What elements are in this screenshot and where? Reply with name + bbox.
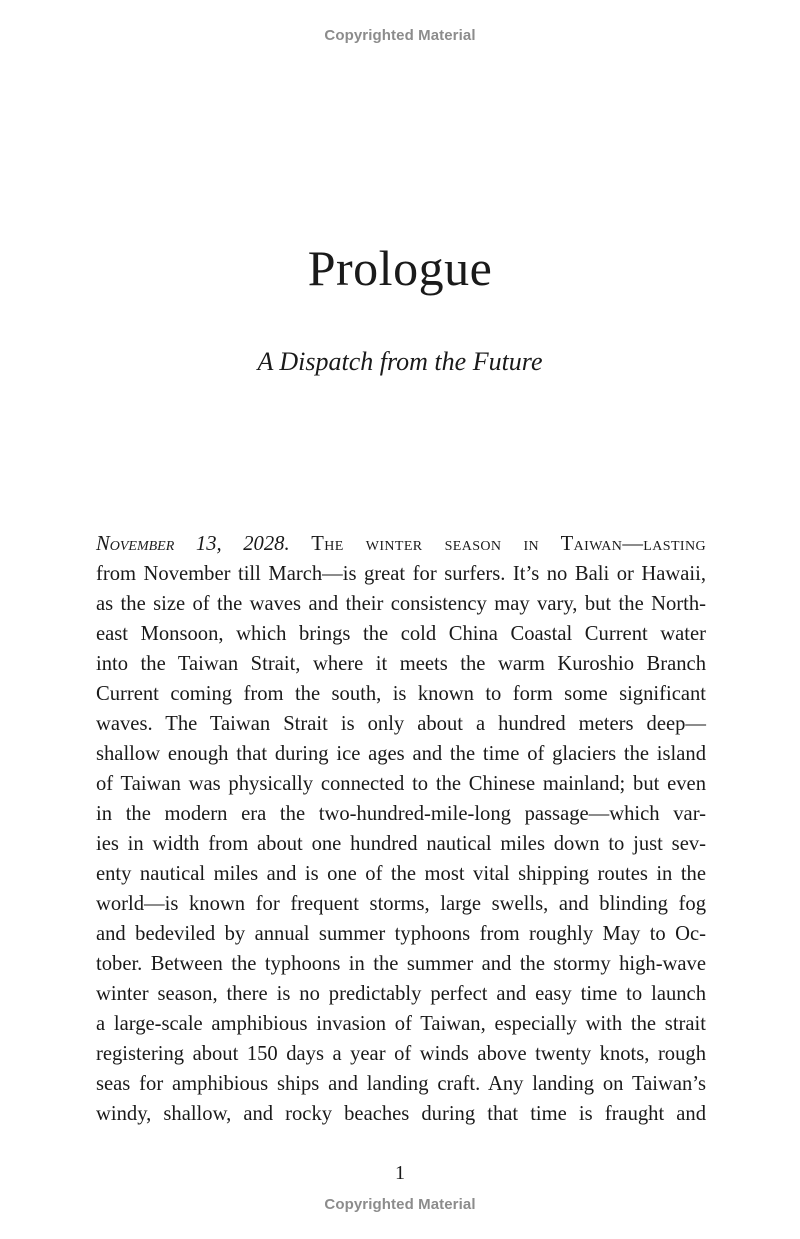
body-line: waves. The Taiwan Strait is only about a hundred meters deep— bbox=[96, 713, 706, 735]
chapter-subtitle: A Dispatch from the Future bbox=[257, 347, 543, 376]
body-line: as the size of the waves and their consistency may vary, but the North- bbox=[96, 593, 706, 615]
body-line: east Monsoon, which brings the cold China Coastal Current water bbox=[96, 623, 706, 645]
copyright-watermark-bottom: Copyrighted Material bbox=[324, 1196, 476, 1213]
body-line: world—is known for frequent storms, large swells, and blinding fog bbox=[96, 893, 706, 915]
body-line: windy, shallow, and rocky beaches during that time is fraught and bbox=[96, 1103, 706, 1125]
body-line: from November till March—is great for surfers. It’s no Bali or Hawaii, bbox=[96, 563, 706, 585]
body-line: ies in width from about one hundred nautical miles down to just sev- bbox=[96, 833, 706, 855]
dateline: November 13, 2028. bbox=[96, 533, 290, 555]
lead-in-small-caps: The winter season in Taiwan—lasting bbox=[311, 533, 706, 555]
body-line: enty nautical miles and is one of the most vital shipping routes in the bbox=[96, 863, 706, 885]
body-line: Current coming from the south, is known to form some significant bbox=[96, 683, 706, 705]
body-line: registering about 150 days a year of winds above twenty knots, rough bbox=[96, 1043, 706, 1065]
body-line: and bedeviled by annual summer typhoons from roughly May to Oc- bbox=[96, 923, 706, 945]
body-line: winter season, there is no predictably perfect and easy time to launch bbox=[96, 983, 706, 1005]
copyright-watermark-top: Copyrighted Material bbox=[324, 27, 476, 44]
body-first-line bbox=[96, 529, 706, 559]
body-line: into the Taiwan Strait, where it meets the warm Kuroshio Branch bbox=[96, 653, 706, 675]
body-line: a large-scale amphibious invasion of Taiwan, especially with the strait bbox=[96, 1013, 706, 1035]
body-line: shallow enough that during ice ages and the time of glaciers the island bbox=[96, 743, 706, 765]
body-paragraph bbox=[96, 529, 706, 1129]
body-line: in the modern era the two-hundred-mile-long passage—which var- bbox=[96, 803, 706, 825]
body-line: tober. Between the typhoons in the summer and the stormy high-wave bbox=[96, 953, 706, 975]
body-line: seas for amphibious ships and landing craft. Any landing on Taiwan’s bbox=[96, 1073, 706, 1095]
chapter-title: Prologue bbox=[307, 240, 493, 296]
page-number: 1 bbox=[395, 1162, 405, 1184]
body-line: of Taiwan was physically connected to the Chinese mainland; but even bbox=[96, 773, 706, 795]
